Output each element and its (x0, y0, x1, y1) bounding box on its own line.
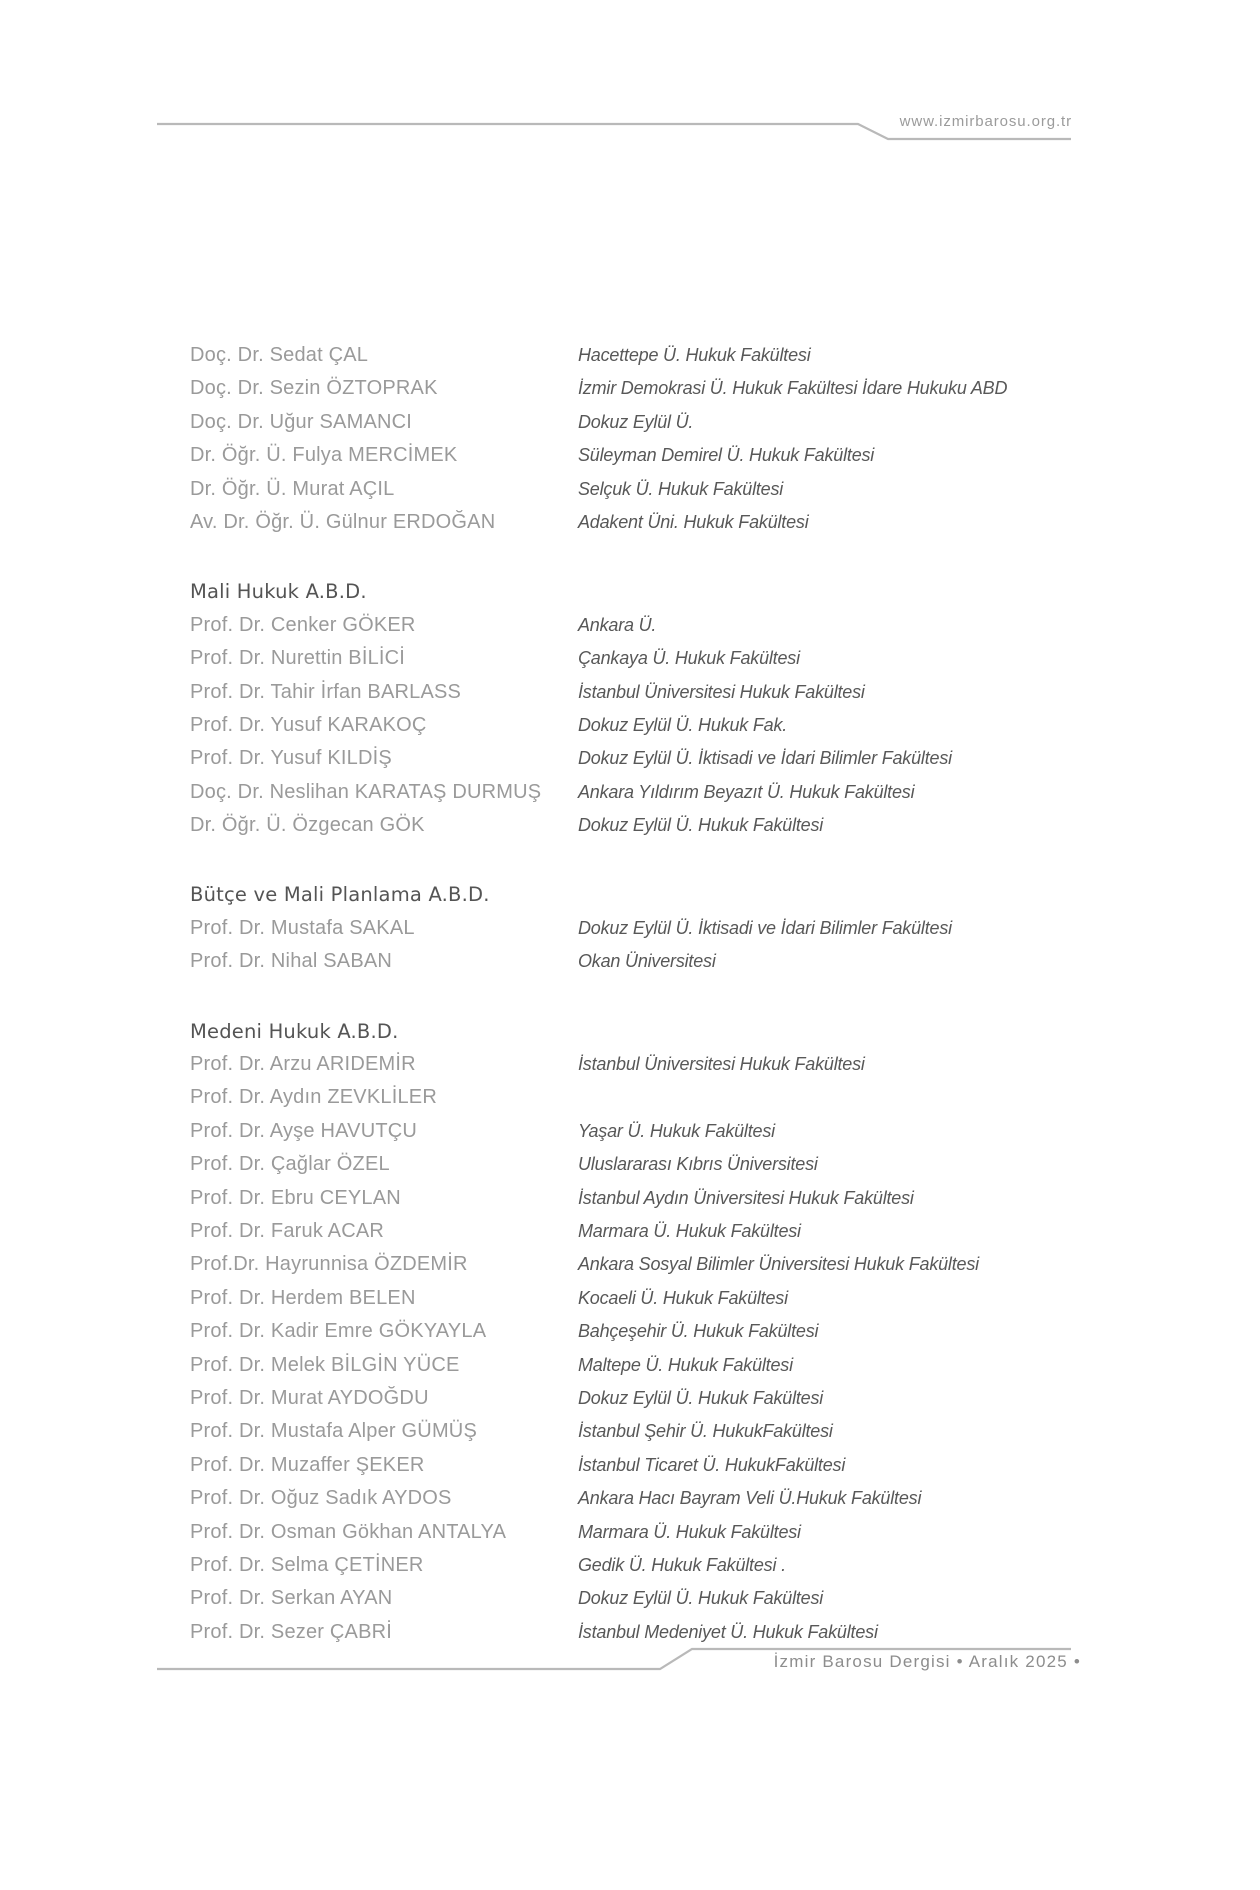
list-item (190, 1215, 1105, 1248)
affiliation: İstanbul Üniversitesi Hukuk Fakültesi (578, 1054, 865, 1075)
list-item (190, 809, 1105, 842)
person-name: Prof. Dr. Osman Gökhan ANTALYA (190, 1520, 507, 1543)
affiliation: Ankara Sosyal Bilimler Üniversitesi Hukuk Fakültesi (578, 1254, 979, 1275)
section-title: Bütçe ve Mali Planlama A.B.D. (190, 883, 490, 907)
person-name: Prof. Dr. Cenker GÖKER (190, 613, 416, 636)
list-item (190, 473, 1105, 506)
person-name: Prof. Dr. Kadir Emre GÖKYAYLA (190, 1320, 487, 1343)
list-item (190, 912, 1105, 945)
list-item (190, 1048, 1105, 1081)
person-name: Prof. Dr. Ebru CEYLAN (190, 1186, 401, 1209)
list-item (190, 1382, 1105, 1415)
affiliation: Dokuz Eylül Ü. Hukuk Fakültesi (578, 1387, 824, 1408)
list-item (190, 1415, 1105, 1448)
list-item (190, 642, 1105, 675)
list-item (190, 1616, 1105, 1649)
person-name: Av. Dr. Öğr. Ü. Gülnur ERDOĞAN (190, 510, 496, 533)
person-name: Prof. Dr. Oğuz Sadık AYDOS (190, 1487, 452, 1510)
affiliation: Selçuk Ü. Hukuk Fakültesi (578, 478, 784, 499)
faculty-list (190, 339, 1105, 1649)
list-item (190, 439, 1105, 472)
affiliation: Gedik Ü. Hukuk Fakültesi . (578, 1554, 786, 1575)
affiliation: Dokuz Eylül Ü. Hukuk Fakültesi (578, 815, 824, 836)
person-name: Prof. Dr. Murat AYDOĞDU (190, 1386, 429, 1409)
affiliation: İstanbul Üniversitesi Hukuk Fakültesi (578, 681, 865, 702)
affiliation: Marmara Ü. Hukuk Fakültesi (578, 1521, 801, 1542)
person-name: Dr. Öğr. Ü. Özgecan GÖK (190, 814, 425, 837)
affiliation: Dokuz Eylül Ü. Hukuk Fakültesi (578, 1588, 824, 1609)
section (190, 1015, 1105, 1649)
person-name: Prof. Dr. Çağlar ÖZEL (190, 1153, 390, 1176)
affiliation: Marmara Ü. Hukuk Fakültesi (578, 1220, 801, 1241)
affiliation: Süleyman Demirel Ü. Hukuk Fakültesi (578, 445, 875, 466)
affiliation: Dokuz Eylül Ü. İktisadi ve İdari Bilimler Fakültesi (578, 917, 952, 938)
affiliation: Maltepe Ü. Hukuk Fakültesi (578, 1354, 793, 1375)
person-name: Prof. Dr. Muzaffer ŞEKER (190, 1453, 425, 1476)
affiliation: Uluslararası Kıbrıs Üniversitesi (578, 1154, 818, 1175)
footer-journal-title: İzmir Barosu Dergisi • Aralık 2025 • (773, 1652, 1081, 1671)
list-item (190, 1349, 1105, 1382)
list-item (190, 1516, 1105, 1549)
list-item (190, 1182, 1105, 1215)
list-item (190, 1482, 1105, 1515)
list-item (190, 339, 1105, 372)
person-name: Prof. Dr. Serkan AYAN (190, 1587, 393, 1610)
list-item (190, 372, 1105, 405)
person-name: Prof. Dr. Nurettin BİLİCİ (190, 647, 406, 670)
affiliation: Kocaeli Ü. Hukuk Fakültesi (578, 1287, 788, 1308)
list-item (190, 506, 1105, 539)
list-item (190, 1549, 1105, 1582)
affiliation: İzmir Demokrasi Ü. Hukuk Fakültesi İdare Hukuku ABD (578, 378, 1008, 399)
list-item (190, 1282, 1105, 1315)
section-title: Medeni Hukuk A.B.D. (190, 1019, 399, 1043)
person-name: Dr. Öğr. Ü. Murat AÇIL (190, 477, 395, 500)
affiliation: Adakent Üni. Hukuk Fakültesi (578, 511, 809, 532)
list-item (190, 1248, 1105, 1281)
section (190, 339, 1105, 539)
list-item (190, 1449, 1105, 1482)
person-name: Prof. Dr. Arzu ARIDEMİR (190, 1053, 416, 1076)
person-name: Prof. Dr. Melek BİLGİN YÜCE (190, 1353, 460, 1376)
affiliation: İstanbul Ticaret Ü. HukukFakültesi (578, 1454, 846, 1475)
header-website-url: www.izmirbarosu.org.tr (899, 113, 1072, 130)
person-name: Prof. Dr. Nihal SABAN (190, 950, 393, 973)
affiliation: Dokuz Eylül Ü. İktisadi ve İdari Bilimler Fakültesi (578, 748, 952, 769)
person-name: Dr. Öğr. Ü. Fulya MERCİMEK (190, 444, 458, 467)
person-name: Prof. Dr. Yusuf KARAKOÇ (190, 713, 427, 736)
person-name: Prof. Dr. Mustafa SAKAL (190, 916, 415, 939)
list-item (190, 709, 1105, 742)
list-item (190, 1148, 1105, 1181)
list-item (190, 776, 1105, 809)
section (190, 575, 1105, 842)
affiliation: Bahçeşehir Ü. Hukuk Fakültesi (578, 1321, 819, 1342)
list-item (190, 406, 1105, 439)
affiliation: Çankaya Ü. Hukuk Fakültesi (578, 648, 800, 669)
person-name: Doç. Dr. Neslihan KARATAŞ DURMUŞ (190, 780, 542, 803)
person-name: Prof. Dr. Aydın ZEVKLİLER (190, 1086, 437, 1109)
person-name: Prof. Dr. Yusuf KILDİŞ (190, 747, 392, 770)
person-name: Doç. Dr. Sedat ÇAL (190, 344, 369, 366)
list-item (190, 742, 1105, 775)
affiliation: Ankara Hacı Bayram Veli Ü.Hukuk Fakültesi (578, 1488, 922, 1509)
affiliation: Okan Üniversitesi (578, 951, 716, 972)
affiliation: Yaşar Ü. Hukuk Fakültesi (578, 1120, 775, 1141)
person-name: Prof. Dr. Herdem BELEN (190, 1286, 416, 1309)
affiliation: Ankara Ü. (578, 614, 657, 635)
affiliation: Ankara Yıldırım Beyazıt Ü. Hukuk Fakültesi (578, 781, 915, 802)
person-name: Doç. Dr. Sezin ÖZTOPRAK (190, 377, 438, 400)
person-name: Doç. Dr. Uğur SAMANCI (190, 410, 413, 433)
person-name: Prof. Dr. Selma ÇETİNER (190, 1553, 424, 1576)
list-item (190, 609, 1105, 642)
affiliation: İstanbul Şehir Ü. HukukFakültesi (578, 1421, 833, 1442)
list-item (190, 1081, 1105, 1114)
list-item (190, 1315, 1105, 1348)
person-name: Prof.Dr. Hayrunnisa ÖZDEMİR (190, 1253, 468, 1276)
list-item (190, 676, 1105, 709)
list-item (190, 945, 1105, 978)
affiliation: İstanbul Medeniyet Ü. Hukuk Fakültesi (578, 1621, 878, 1642)
list-item (190, 1582, 1105, 1615)
list-item (190, 1115, 1105, 1148)
affiliation (578, 1081, 1105, 1114)
affiliation: Dokuz Eylül Ü. (578, 411, 694, 432)
section-title: Mali Hukuk A.B.D. (190, 580, 367, 604)
affiliation: Hacettepe Ü. Hukuk Fakültesi (578, 345, 811, 365)
person-name: Prof. Dr. Faruk ACAR (190, 1219, 385, 1242)
person-name: Prof. Dr. Mustafa Alper GÜMÜŞ (190, 1420, 477, 1443)
section (190, 878, 1105, 978)
person-name: Prof. Dr. Tahir İrfan BARLASS (190, 680, 462, 703)
affiliation: İstanbul Aydın Üniversitesi Hukuk Fakültesi (578, 1187, 914, 1208)
person-name: Prof. Dr. Ayşe HAVUTÇU (190, 1119, 418, 1142)
affiliation: Dokuz Eylül Ü. Hukuk Fak. (578, 714, 788, 735)
person-name: Prof. Dr. Sezer ÇABRİ (190, 1620, 393, 1643)
